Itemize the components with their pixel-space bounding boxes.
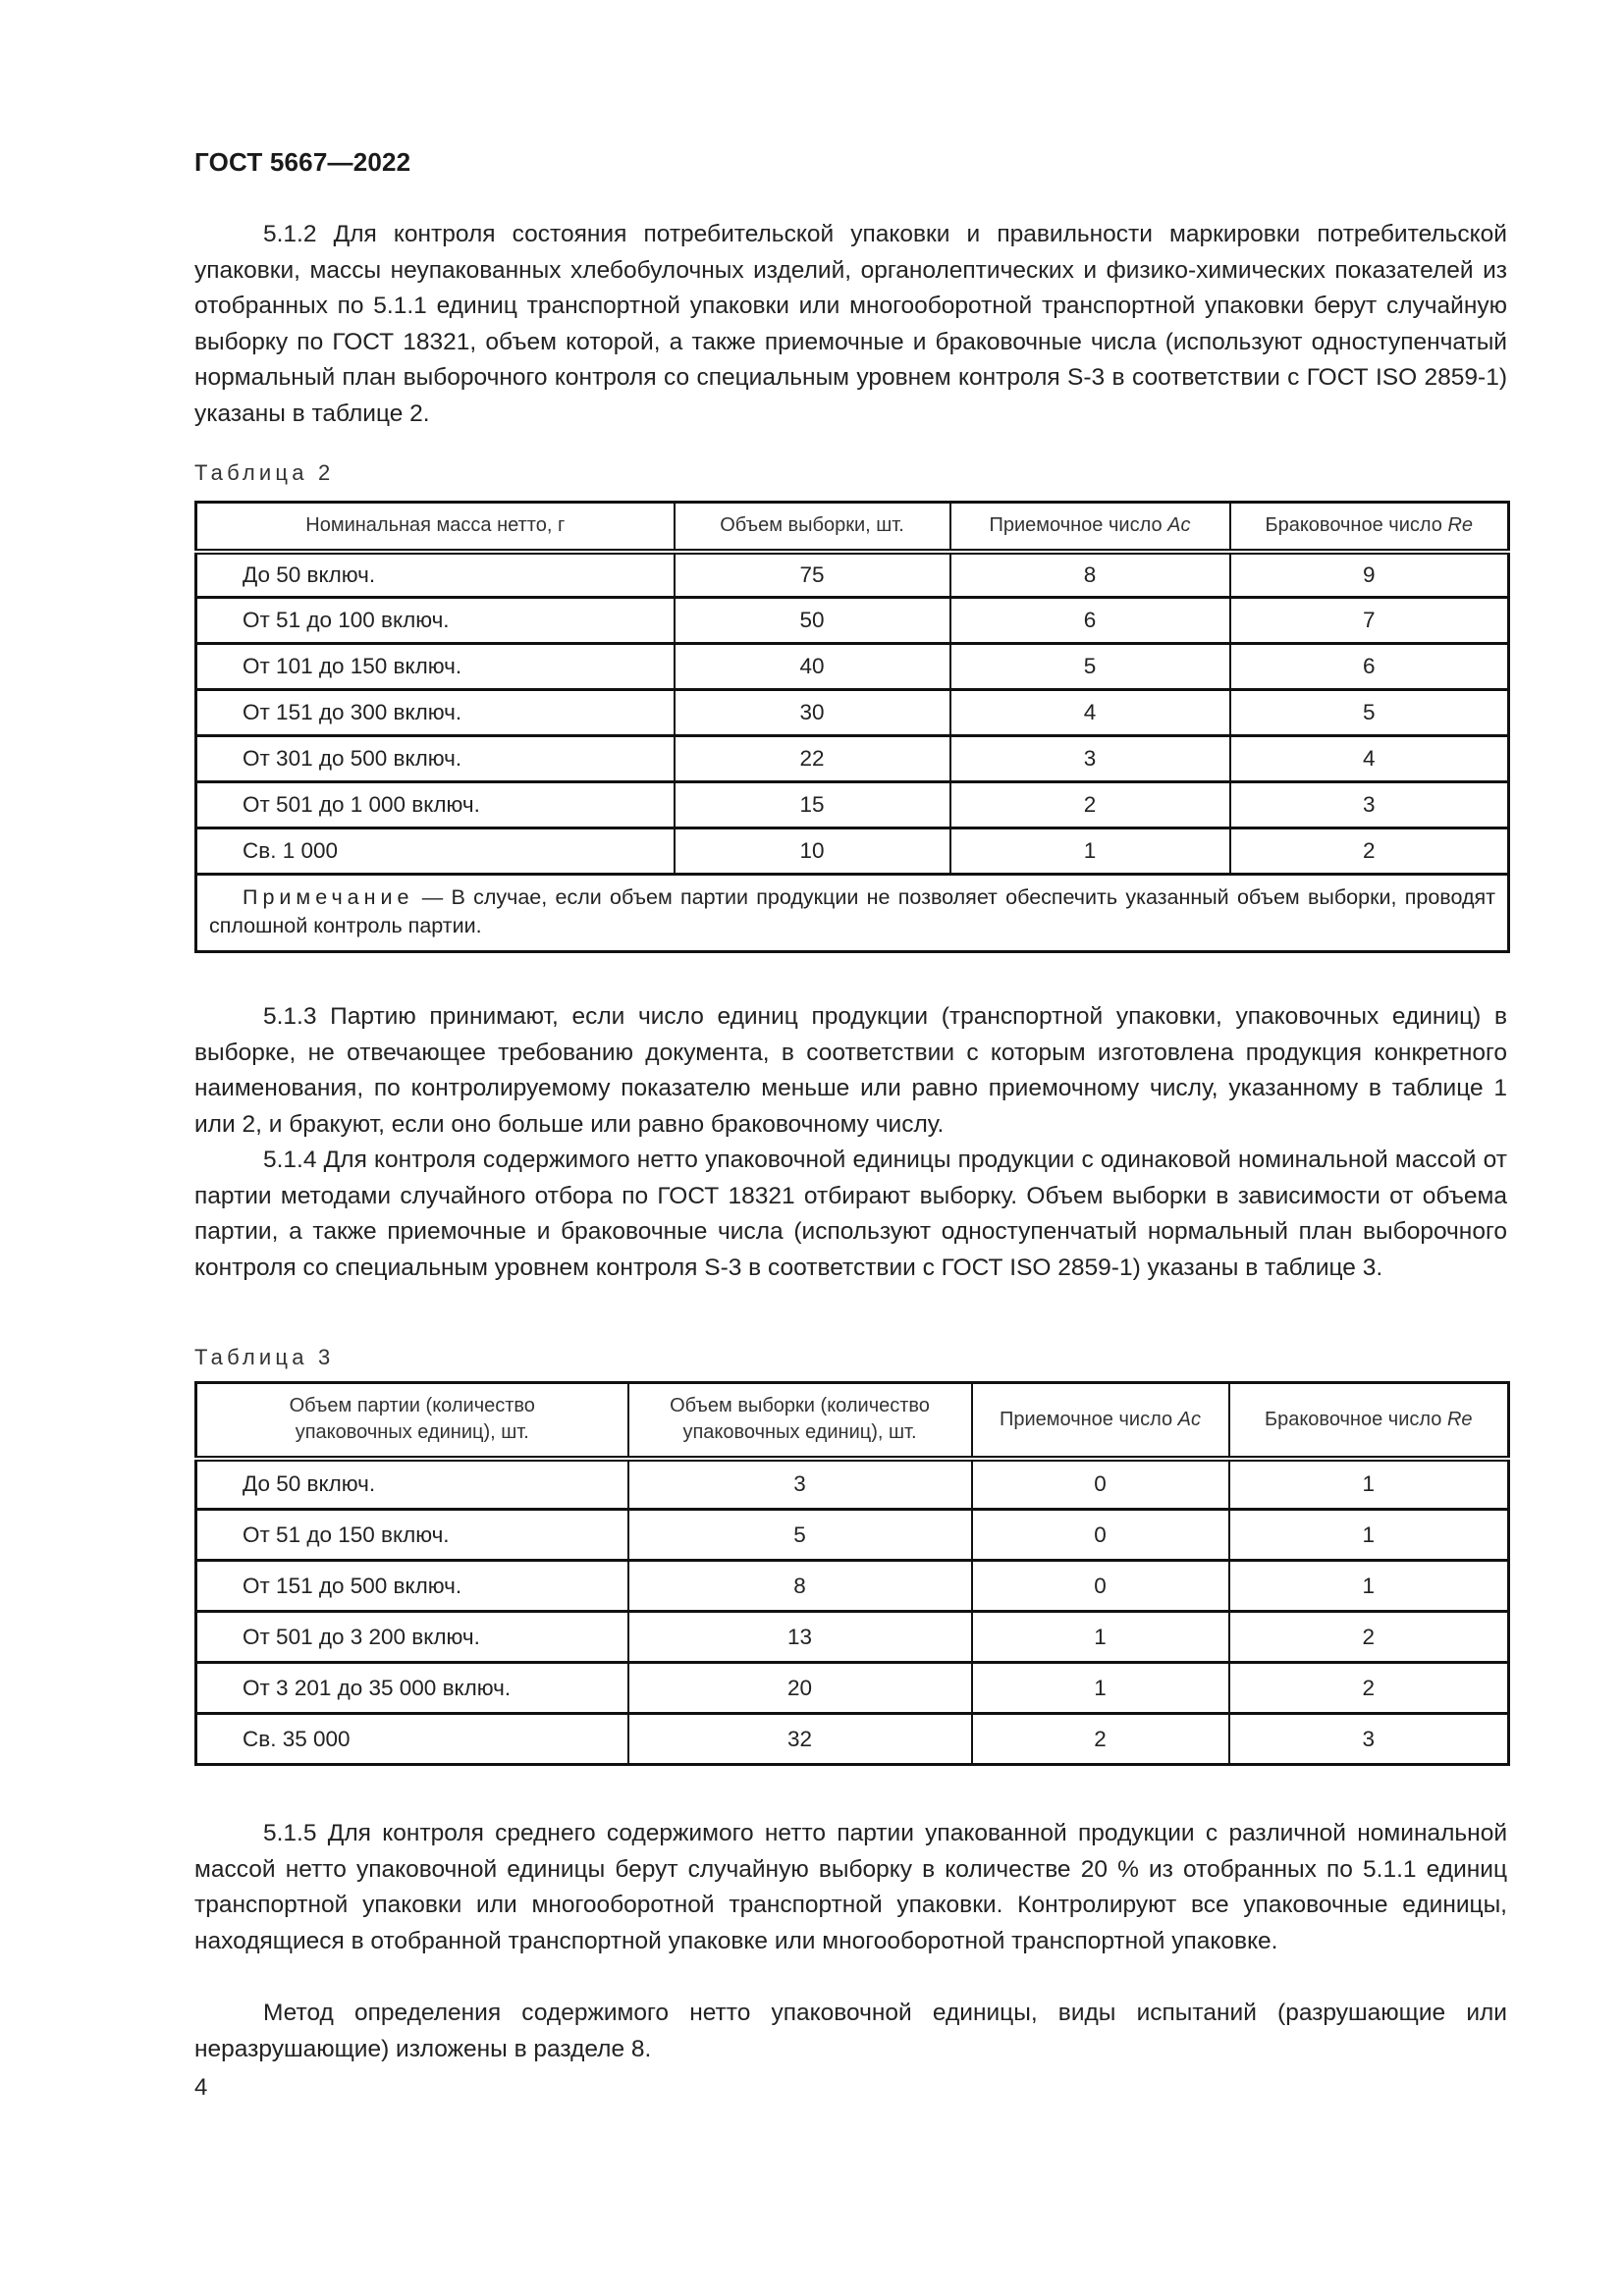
table-3-value-cell: 20 — [628, 1663, 972, 1714]
table-2-value-cell: 4 — [1230, 736, 1509, 782]
table-2-note-row — [196, 875, 1509, 952]
table-3-caption: Таблица 3 — [194, 1345, 335, 1369]
table-2-header-cell: Браковочное число Re — [1230, 503, 1509, 552]
paragraph-text: 5.1.2 Для контроля состояния потребительской упаковки и правильности маркировки потребительской упаковки, массы неупакованных хлебобулочных изделий, органолептических и физико-химических показателей из отобранных по 5.1.1 единиц транспортной упаковки или многооборотной транспортной упаковки берут случайную выборку по ГОСТ 18321, объем которой, а также приемочные и браковочные числа (используют одноступенчатый нормальный план выборочного контроля со специальным уровнем контроля S-3 в соответствии с ГОСТ ISO 2859-1) указаны в таблице 2. — [194, 221, 1507, 427]
table-3-row — [196, 1714, 1509, 1765]
table-3-row — [196, 1459, 1509, 1510]
table-3-value-cell: 1 — [972, 1663, 1229, 1714]
table-2-value-cell: 40 — [675, 644, 950, 690]
table-3-value-cell: 5 — [628, 1510, 972, 1561]
table-2-value-cell: 5 — [950, 644, 1230, 690]
table-3-label-cell: До 50 включ. — [196, 1459, 628, 1510]
table-3-value-cell: 8 — [628, 1561, 972, 1612]
table-2-value-cell: 7 — [1230, 598, 1509, 644]
paragraph-text: 5.1.3 Партию принимают, если число единиц продукции (транспортной упаковки, упаковочных единиц) в выборке, не отвечающее требованию документа, в соответствии с которым изготовлена продукция конкретного наименования, по контролируемому показателю меньше или равно приемочному числу, указанному в таблице 1 или 2, и бракуют, если оно больше или равно браковочному числу. — [194, 1003, 1507, 1138]
table-2-row — [196, 552, 1509, 598]
table-2-label-cell: Св. 1 000 — [196, 828, 675, 875]
paragraph-5-1-3 — [194, 999, 1507, 1143]
table-3-value-cell: 2 — [1229, 1612, 1509, 1663]
table-3-header-cell: Браковочное число Re — [1229, 1383, 1509, 1459]
table-3-header-cell: Приемочное число Ac — [972, 1383, 1229, 1459]
table-3-row — [196, 1561, 1509, 1612]
note-label: Примечание — [243, 885, 414, 909]
table-3-row — [196, 1510, 1509, 1561]
table-3-value-cell: 32 — [628, 1714, 972, 1765]
table-2-label-cell: От 51 до 100 включ. — [196, 598, 675, 644]
table-3-value-cell: 3 — [628, 1459, 972, 1510]
table-2-label-cell: От 501 до 1 000 включ. — [196, 782, 675, 828]
table-3-label-cell: Св. 35 000 — [196, 1714, 628, 1765]
table-2-value-cell: 30 — [675, 690, 950, 736]
table-2-value-cell: 2 — [1230, 828, 1509, 875]
table-2-header-row — [196, 503, 1509, 552]
table-2-value-cell: 22 — [675, 736, 950, 782]
table-2-value-cell: 9 — [1230, 552, 1509, 598]
table-3-value-cell: 1 — [1229, 1561, 1509, 1612]
table-2-row — [196, 644, 1509, 690]
table-2-label-cell: От 151 до 300 включ. — [196, 690, 675, 736]
table-2 — [194, 501, 1510, 953]
table-3-value-cell: 0 — [972, 1510, 1229, 1561]
table-2-value-cell: 2 — [950, 782, 1230, 828]
table-3-header-row — [196, 1383, 1509, 1459]
table-2-value-cell: 8 — [950, 552, 1230, 598]
table-2-value-cell: 1 — [950, 828, 1230, 875]
table-3-value-cell: 1 — [1229, 1510, 1509, 1561]
table-3-label-cell: От 3 201 до 35 000 включ. — [196, 1663, 628, 1714]
table-3-value-cell: 3 — [1229, 1714, 1509, 1765]
note-text: — В случае, если объем партии продукции не позволяет обеспечить указанный объем выборки, проводят сплошной контроль партии. — [209, 885, 1495, 937]
table-2-row — [196, 690, 1509, 736]
table-3-label-cell: От 501 до 3 200 включ. — [196, 1612, 628, 1663]
table-3-value-cell: 1 — [972, 1612, 1229, 1663]
paragraph-5-1-5 — [194, 1816, 1507, 1959]
paragraph-text: 5.1.5 Для контроля среднего содержимого нетто партии упакованной продукции с различной номинальной массой нетто упаковочной единицы берут случайную выборку в количестве 20 % из отобранных по 5.1.1 единиц транспортной упаковки или многооборотной транспортной упаковки. Контролируют все упаковочные единицы, находящиеся в отобранной транспортной упаковке или многооборотной транспортной упаковке. — [194, 1820, 1507, 1954]
table-2-header-cell: Объем выборки, шт. — [675, 503, 950, 552]
paragraph-text: 5.1.4 Для контроля содержимого нетто упаковочной единицы продукции с одинаковой номинальной массой от партии методами случайного отбора по ГОСТ 18321 отбирают выборку. Объем выборки в зависимости от объема партии, а также приемочные и браковочные числа (используют одноступенчатый нормальный план выборочного контроля со специальным уровнем контроля S-3 в соответствии с ГОСТ ISO 2859-1) указаны в таблице 3. — [194, 1147, 1507, 1281]
table-2-header-cell: Номинальная масса нетто, г — [196, 503, 675, 552]
table-2-label-cell: От 101 до 150 включ. — [196, 644, 675, 690]
table-3-row — [196, 1663, 1509, 1714]
table-2-row — [196, 782, 1509, 828]
table-3-label-cell: От 151 до 500 включ. — [196, 1561, 628, 1612]
table-3-value-cell: 1 — [1229, 1459, 1509, 1510]
table-2-label-cell: От 301 до 500 включ. — [196, 736, 675, 782]
table-2-label-cell: До 50 включ. — [196, 552, 675, 598]
table-2-row — [196, 736, 1509, 782]
table-2-value-cell: 75 — [675, 552, 950, 598]
table-3-header-cell: Объем выборки (количество упаковочных единиц), шт. — [628, 1383, 972, 1459]
table-2-value-cell: 6 — [950, 598, 1230, 644]
table-3-value-cell: 0 — [972, 1459, 1229, 1510]
table-2-header-cell: Приемочное число Ac — [950, 503, 1230, 552]
page-number: 4 — [194, 2074, 208, 2101]
paragraph-method — [194, 1996, 1507, 2067]
paragraph-5-1-4 — [194, 1143, 1507, 1286]
table-2-value-cell: 3 — [950, 736, 1230, 782]
document-code-header: ГОСТ 5667—2022 — [194, 147, 411, 177]
table-2-row — [196, 598, 1509, 644]
table-3-row — [196, 1612, 1509, 1663]
table-2-value-cell: 4 — [950, 690, 1230, 736]
paragraph-text: Метод определения содержимого нетто упаковочной единицы, виды испытаний (разрушающие или неразрушающие) изложены в разделе 8. — [194, 2000, 1507, 2062]
table-3-value-cell: 0 — [972, 1561, 1229, 1612]
table-2-value-cell: 3 — [1230, 782, 1509, 828]
table-2-value-cell: 5 — [1230, 690, 1509, 736]
table-2-caption: Таблица 2 — [194, 460, 335, 485]
paragraph-5-1-2 — [194, 217, 1507, 433]
table-3-value-cell: 2 — [972, 1714, 1229, 1765]
table-2-value-cell: 10 — [675, 828, 950, 875]
table-2-note — [196, 875, 1509, 952]
table-3 — [194, 1381, 1510, 1766]
table-3-value-cell: 2 — [1229, 1663, 1509, 1714]
table-2-value-cell: 15 — [675, 782, 950, 828]
table-2-row — [196, 828, 1509, 875]
table-2-value-cell: 50 — [675, 598, 950, 644]
table-3-value-cell: 13 — [628, 1612, 972, 1663]
table-2-value-cell: 6 — [1230, 644, 1509, 690]
table-3-header-cell: Объем партии (количество упаковочных единиц), шт. — [196, 1383, 628, 1459]
table-3-label-cell: От 51 до 150 включ. — [196, 1510, 628, 1561]
